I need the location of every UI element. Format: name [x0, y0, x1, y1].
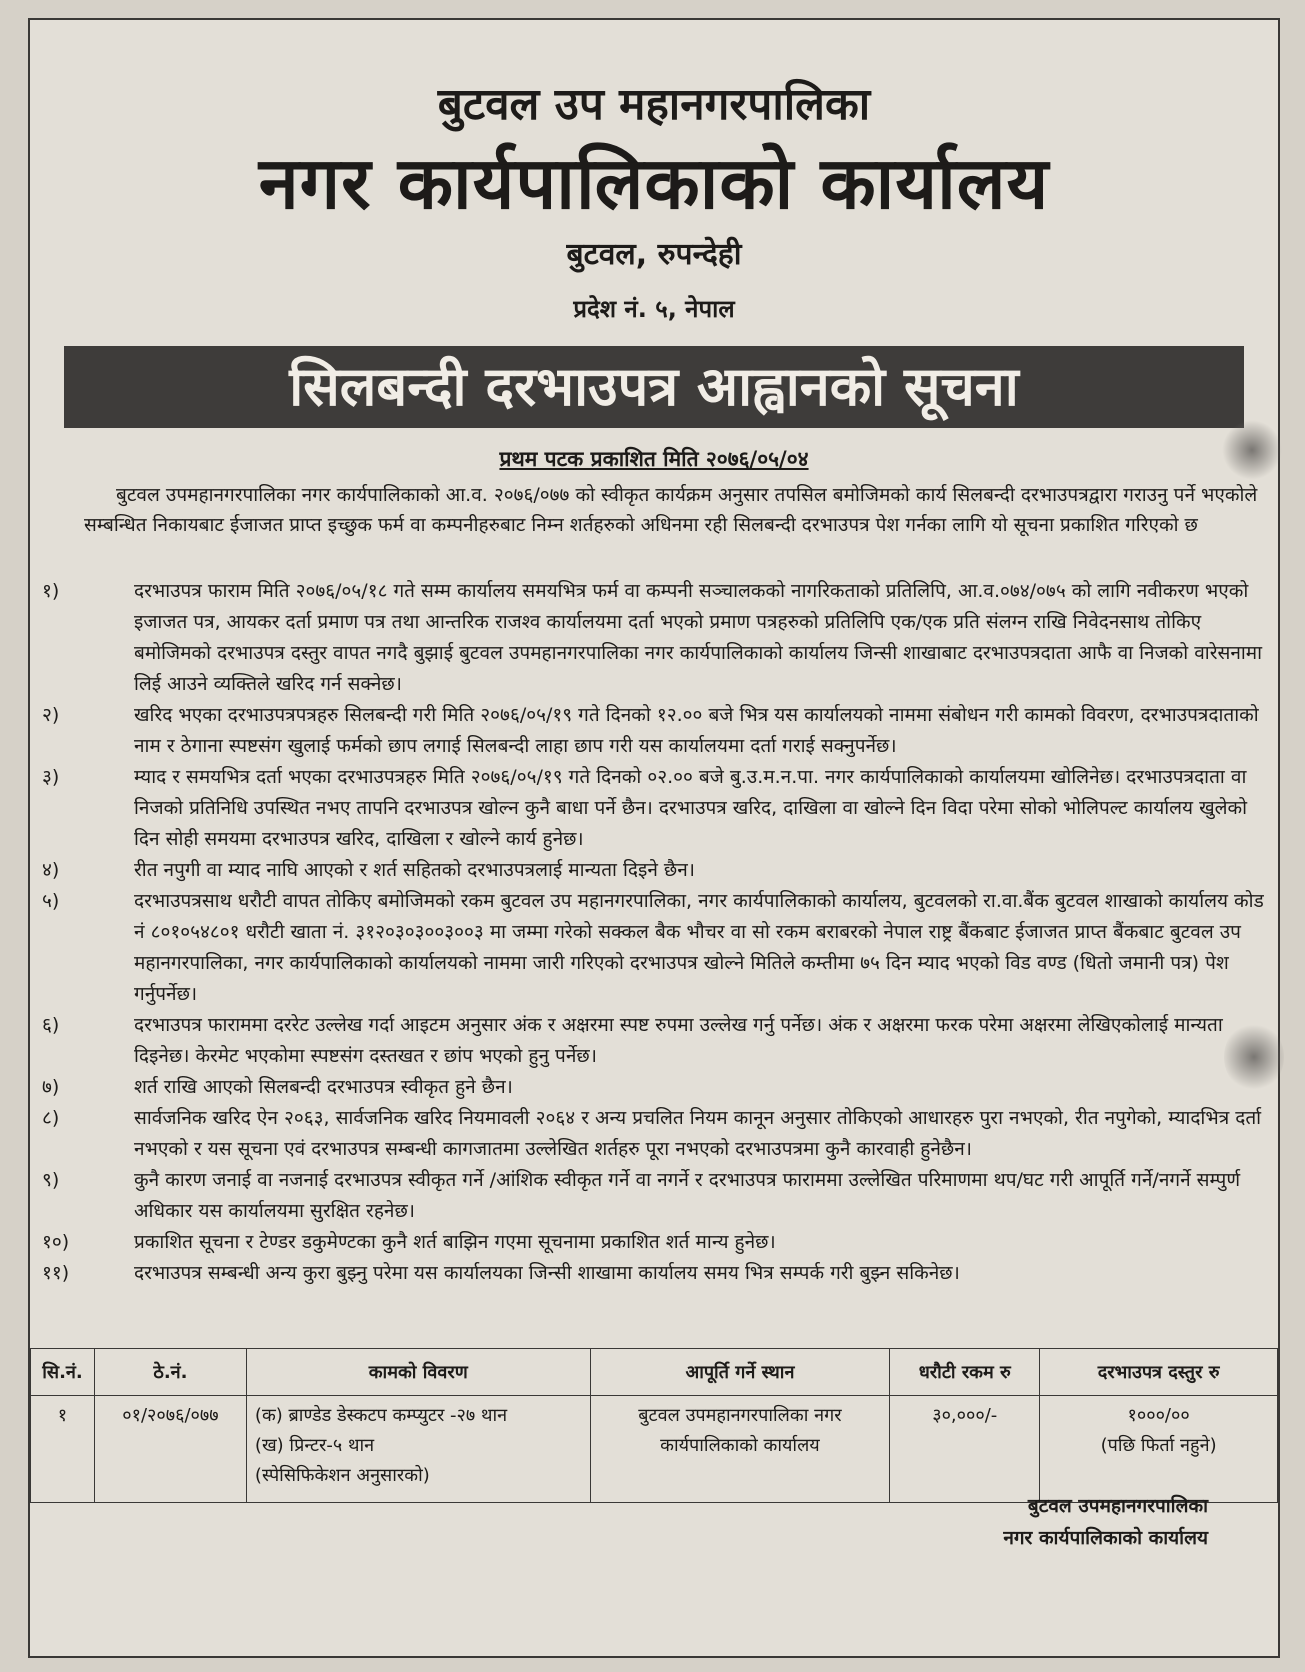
- tender-table: [30, 1348, 1278, 1503]
- table-header-row: [31, 1349, 1278, 1396]
- cell-location: बुटवल उपमहानगरपालिका नगर कार्यपालिकाको कार्यालय: [590, 1396, 890, 1503]
- cell-sn: १: [31, 1396, 95, 1503]
- clause-number: ८): [42, 1107, 60, 1129]
- clause-number: ११): [42, 1262, 70, 1284]
- clause-item: [42, 1010, 1274, 1072]
- clause-text: खरिद भएका दरभाउपत्रपत्रहरु सिलबन्दी गरी मिति २०७६/०५/१९ गते दिनको १२.०० बजे भित्र यस कार्यालयको नाममा संबोधन गरी कामको विवरण, दरभाउपत्रदाताको नाम र ठेगाना स्पष्टसंग खुलाई फर्मको छाप लगाई सिलबन्दी लाहा छाप गरी यस कार्यालयमा दर्ता गराई सक्नुपर्नेछ।: [134, 704, 1259, 757]
- municipality-name: बुटवल उप महानगरपालिका: [437, 79, 871, 130]
- clause-text: शर्त राखि आएको सिलबन्दी दरभाउपत्र स्वीकृत हुने छैन।: [134, 1076, 513, 1098]
- cell-contract-no: ०१/२०७६/०७७: [94, 1396, 246, 1503]
- clause-text: रीत नपुगी वा म्याद नाघि आएको र शर्त सहितको दरभाउपत्रलाई मान्यता दिइने छैन।: [134, 859, 695, 881]
- col-header-fee: दरभाउपत्र दस्तुर रु: [1040, 1349, 1278, 1396]
- notice-sheet: [28, 18, 1280, 1658]
- clause-item: [42, 762, 1274, 855]
- clause-number: ६): [42, 1014, 60, 1036]
- notice-banner: सिलबन्दी दरभाउपत्र आह्वानको सूचना: [64, 346, 1244, 428]
- description-line: (स्पेसिफिकेशन अनुसारको): [254, 1465, 430, 1486]
- col-header-description: कामको विवरण: [246, 1349, 590, 1396]
- clause-item: [42, 1227, 1274, 1258]
- clause-text: सार्वजनिक खरिद ऐन २०६३, सार्वजनिक खरिद नियमावली २०६४ र अन्य प्रचलित नियम कानून अनुसार तोकिएको आधारहरु पुरा नभएको, रीत नपुगेको, म्यादभित्र दर्ता नभएको र यस सूचना एवं दरभाउपत्र सम्बन्धी कागजातमा उल्लेखित शर्तहरु पूरा नभएको दरभाउपत्रमा कुनै कारवाही हुनेछैन।: [134, 1107, 1262, 1160]
- clause-number: ३): [42, 766, 60, 788]
- clause-text: दरभाउपत्र फाराममा दररेट उल्लेख गर्दा आइटम अनुसार अंक र अक्षरमा स्पष्ट रुपमा उल्लेख गर्नु पर्नेछ। अंक र अक्षरमा फरक परेमा अक्षरमा लेखिएकोलाई मान्यता दिइनेछ। केरमेट भएकोमा स्पष्टसंग दस्तखत र छांप भएको हुनु पर्नेछ।: [134, 1014, 1223, 1067]
- clause-number: ४): [42, 859, 60, 881]
- col-header-contract-no: ठे.नं.: [94, 1349, 246, 1396]
- province-line: प्रदेश नं. ५, नेपाल: [573, 295, 735, 323]
- table-row: [31, 1396, 1278, 1503]
- clause-text: दरभाउपत्र सम्बन्धी अन्य कुरा बुझ्नु परेमा यस कार्यालयका जिन्सी शाखामा कार्यालय समय भित्र सम्पर्क गरी बुझ्न सकिनेछ।: [134, 1262, 960, 1284]
- clause-item: [42, 1072, 1274, 1103]
- cell-description: [246, 1396, 590, 1503]
- col-header-deposit: धरौटी रकम रु: [890, 1349, 1040, 1396]
- clause-text: प्रकाशित सूचना र टेण्डर डकुमेण्टका कुनै शर्त बाझिन गएमा सूचनामा प्रकाशित शर्त मान्य हुनेछ।: [134, 1231, 776, 1253]
- clause-item: [42, 1165, 1274, 1227]
- clause-text: दरभाउपत्र फाराम मिति २०७६/०५/१८ गते सम्म कार्यालय समयभित्र फर्म वा कम्पनी सञ्चालकको नागरिकताको प्रतिलिपि, आ.व.०७४/०७५ को लागि नवीकरण भएको इजाजत पत्र, आयकर दर्ता प्रमाण पत्र तथा आन्तरिक राजश्व कार्यालयमा दर्ता भएको प्रमाण पत्रहरुको प्रतिलिपि एक/एक प्रति संलग्न राखि निवेदनसाथ तोकिए बमोजिमको दरभाउपत्र दस्तुर वापत नगदै बुझाई बुटवल उपमहानगरपालिका नगर कार्यपालिकाको कार्यालय जिन्सी शाखाबाट दरभाउपत्रदाता आफै वा निजको वारेसनामा लिई आउने व्यक्तिले खरिद गर्न सक्नेछ।: [134, 580, 1263, 695]
- clause-number: १०): [42, 1231, 70, 1253]
- clause-list: [42, 576, 1274, 1289]
- binder-hole-shadow: [1224, 1022, 1284, 1092]
- col-header-location: आपूर्ति गर्ने स्थान: [590, 1349, 890, 1396]
- clause-item: [42, 1103, 1274, 1165]
- clause-number: ७): [42, 1076, 60, 1098]
- publication-date: प्रथम पटक प्रकाशित मिति २०७६/०५/०४: [499, 447, 809, 471]
- fee-note: (पछि फिर्ता नहुने): [1100, 1435, 1217, 1456]
- description-line: (क) ब्राण्डेड डेस्कटप कम्प्युटर -२७ थान: [254, 1405, 508, 1426]
- cell-deposit: ३०,०००/-: [890, 1396, 1040, 1503]
- clause-number: १): [42, 580, 60, 602]
- office-title: नगर कार्यपालिकाको कार्यालय: [258, 141, 1050, 225]
- description-line: (ख) प्रिन्टर-५ थान: [254, 1435, 375, 1456]
- fee-amount: १०००/००: [1127, 1405, 1190, 1426]
- intro-paragraph: बुटवल उपमहानगरपालिका नगर कार्यपालिकाको आ.व. २०७६/०७७ को स्वीकृत कार्यक्रम अनुसार तपसिल बमोजिमको कार्य सिलबन्दी दरभाउपत्रद्वारा गराउनु पर्ने भएकोले सम्बन्धित निकायबाट ईजाजत प्राप्त इच्छुक फर्म वा कम्पनीहरुबाट निम्न शर्तहरुको अधिनमा रही सिलबन्दी दरभाउपत्र पेश गर्नका लागि यो सूचना प्रकाशित गरिएको छ: [84, 484, 1258, 536]
- clause-item: [42, 1258, 1274, 1289]
- clause-number: २): [42, 704, 60, 726]
- clause-text: कुनै कारण जनाई वा नजनाई दरभाउपत्र स्वीकृत गर्ने /आंशिक स्वीकृत गर्ने वा नगर्ने र दरभाउपत्र फाराममा उल्लेखित परिमाणमा थप/घट गरी आपूर्ति गर्ने/नगर्ने सम्पुर्ण अधिकार यस कार्यालयमा सुरक्षित रहनेछ।: [134, 1169, 1241, 1222]
- signature-line-2: नगर कार्यपालिकाको कार्यालय: [1003, 1527, 1208, 1549]
- clause-number: ५): [42, 890, 60, 912]
- col-header-sn: सि.नं.: [31, 1349, 95, 1396]
- clause-text: म्याद र समयभित्र दर्ता भएका दरभाउपत्रहरु मिति २०७६/०५/१९ गते दिनको ०२.०० बजे बु.उ.म.न.पा. नगर कार्यपालिकाको कार्यालयमा खोलिनेछ। दरभाउपत्रदाता वा निजको प्रतिनिधि उपस्थित नभए तापनि दरभाउपत्र खोल्न कुनै बाधा पर्ने छैन। दरभाउपत्र खरिद, दाखिला वा खोल्ने दिन विदा परेमा सोको भोलिपल्ट कार्यालय खुलेको दिन सोही समयमा दरभाउपत्र खरिद, दाखिला र खोल्ने कार्य हुनेछ।: [134, 766, 1248, 850]
- binder-hole-shadow: [1222, 420, 1282, 480]
- office-location: बुटवल, रुपन्देही: [566, 237, 742, 272]
- clause-item: [42, 886, 1274, 1010]
- clause-item: [42, 855, 1274, 886]
- clause-number: ९): [42, 1169, 60, 1191]
- signature-line-1: बुटवल उपमहानगरपालिका: [1027, 1495, 1208, 1517]
- clause-item: [42, 576, 1274, 700]
- clause-text: दरभाउपत्रसाथ धरौटी वापत तोकिए बमोजिमको रकम बुटवल उप महानगरपालिका, नगर कार्यपालिकाको कार्यालय, बुटवलको रा.वा.बैंक बुटवल शाखाको कार्यालय कोड नं ८०१०५४८०१ धरौटी खाता नं. ३१२०३०३००३००३ मा जम्मा गरेको सक्कल बैक भौचर वा सो रकम बराबरको नेपाल राष्ट्र बैंकबाट ईजाजत प्राप्त बैंकबाट बुटवल उप महानगरपालिका, नगर कार्यपालिकाको कार्यालयको नाममा जारी गरिएको दरभाउपत्र खोल्ने मितिले कम्तीमा ७५ दिन म्याद भएको विड वण्ड (धितो जमानी पत्र) पेश गर्नुपर्नेछ।: [134, 890, 1264, 1005]
- cell-fee: [1040, 1396, 1278, 1503]
- clause-item: [42, 700, 1274, 762]
